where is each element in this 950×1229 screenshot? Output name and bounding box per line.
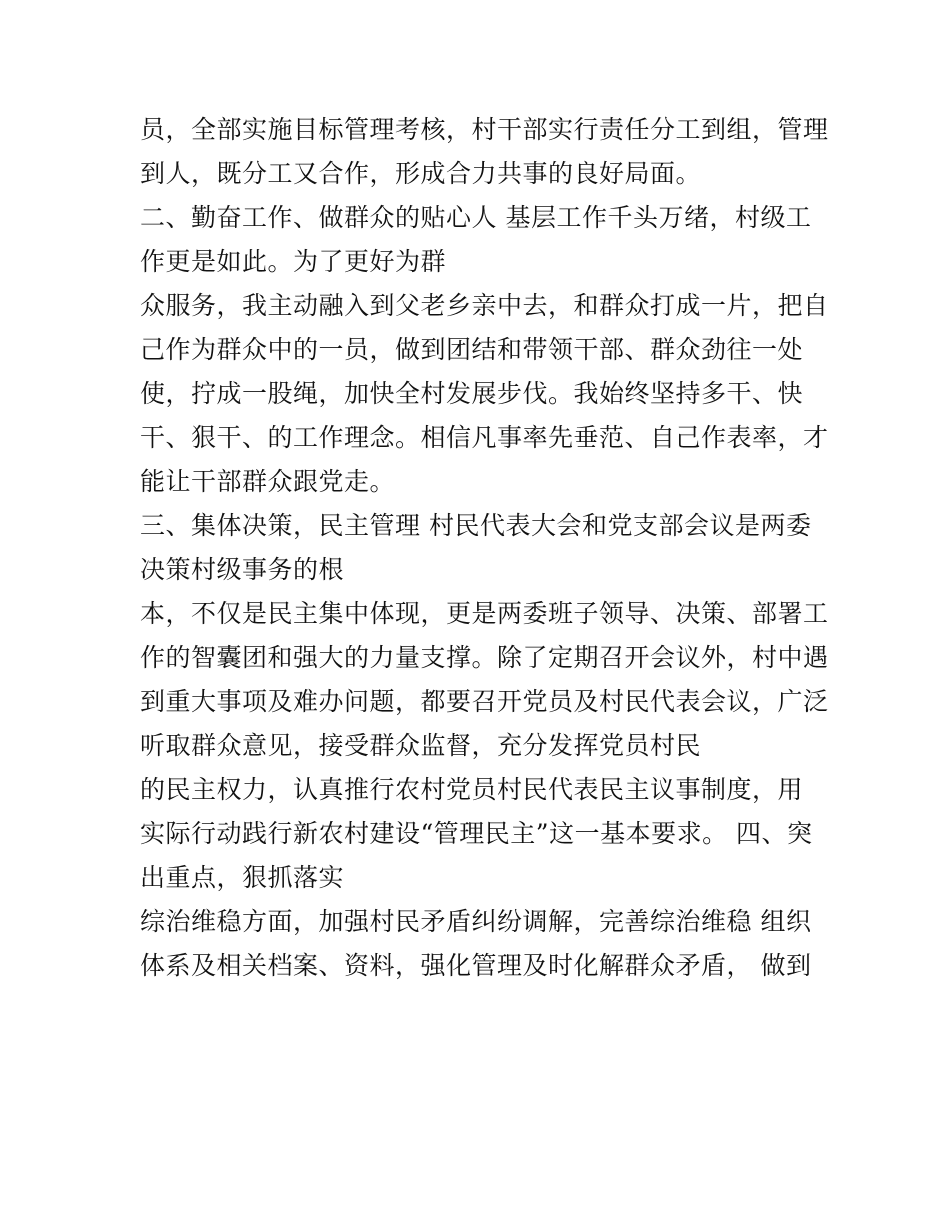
text-line: 作更是如此。为了更好为群 — [140, 247, 447, 276]
text-line: 使，拧成一股绳，加快全村发展步伐。我始终坚持多干、快 — [140, 379, 804, 408]
text-line: 综治维稳方面，加强村民矛盾纠纷调解，完善综治维稳 组织 — [140, 907, 812, 936]
text-line: 能让干部群众跟党走。 — [140, 467, 396, 496]
text-line: 二、勤奋工作、做群众的贴心人 基层工作千头万绪，村级工 — [140, 203, 812, 232]
text-line: 作的智囊团和强大的力量支撑。除了定期召开会议外，村中遇 — [140, 643, 829, 672]
text-line: 干、狠干、的工作理念。相信凡事率先垂范、自己作表率，才 — [140, 423, 829, 452]
text-line: 员，全部实施目标管理考核，村干部实行责任分工到组，管理 — [140, 115, 829, 144]
body-text — [140, 108, 830, 988]
text-line: 实际行动践行新农村建设“管理民主”这一基本要求。 四、突 — [140, 819, 813, 848]
text-line: 的民主权力，认真推行农村党员村民代表民主议事制度，用 — [140, 775, 804, 804]
text-line: 三、集体决策，民主管理 村民代表大会和党支部会议是两委 — [140, 511, 812, 540]
text-line: 决策村级事务的根 — [140, 555, 345, 584]
text-line: 到人，既分工又合作，形成合力共事的良好局面。 — [140, 159, 702, 188]
text-line: 体系及相关档案、资料，强化管理及时化解群众矛盾， 做到 — [140, 951, 812, 980]
text-line: 出重点，狠抓落实 — [140, 863, 345, 892]
text-line: 众服务，我主动融入到父老乡亲中去，和群众打成一片，把自 — [140, 291, 829, 320]
text-line: 本，不仅是民主集中体现，更是两委班子领导、决策、部署工 — [140, 599, 829, 628]
text-line: 到重大事项及难办问题，都要召开党员及村民代表会议，广泛 — [140, 687, 829, 716]
text-line: 听取群众意见，接受群众监督，充分发挥党员村民 — [140, 731, 702, 760]
text-line: 己作为群众中的一员，做到团结和带领干部、群众劲往一处 — [140, 335, 804, 364]
